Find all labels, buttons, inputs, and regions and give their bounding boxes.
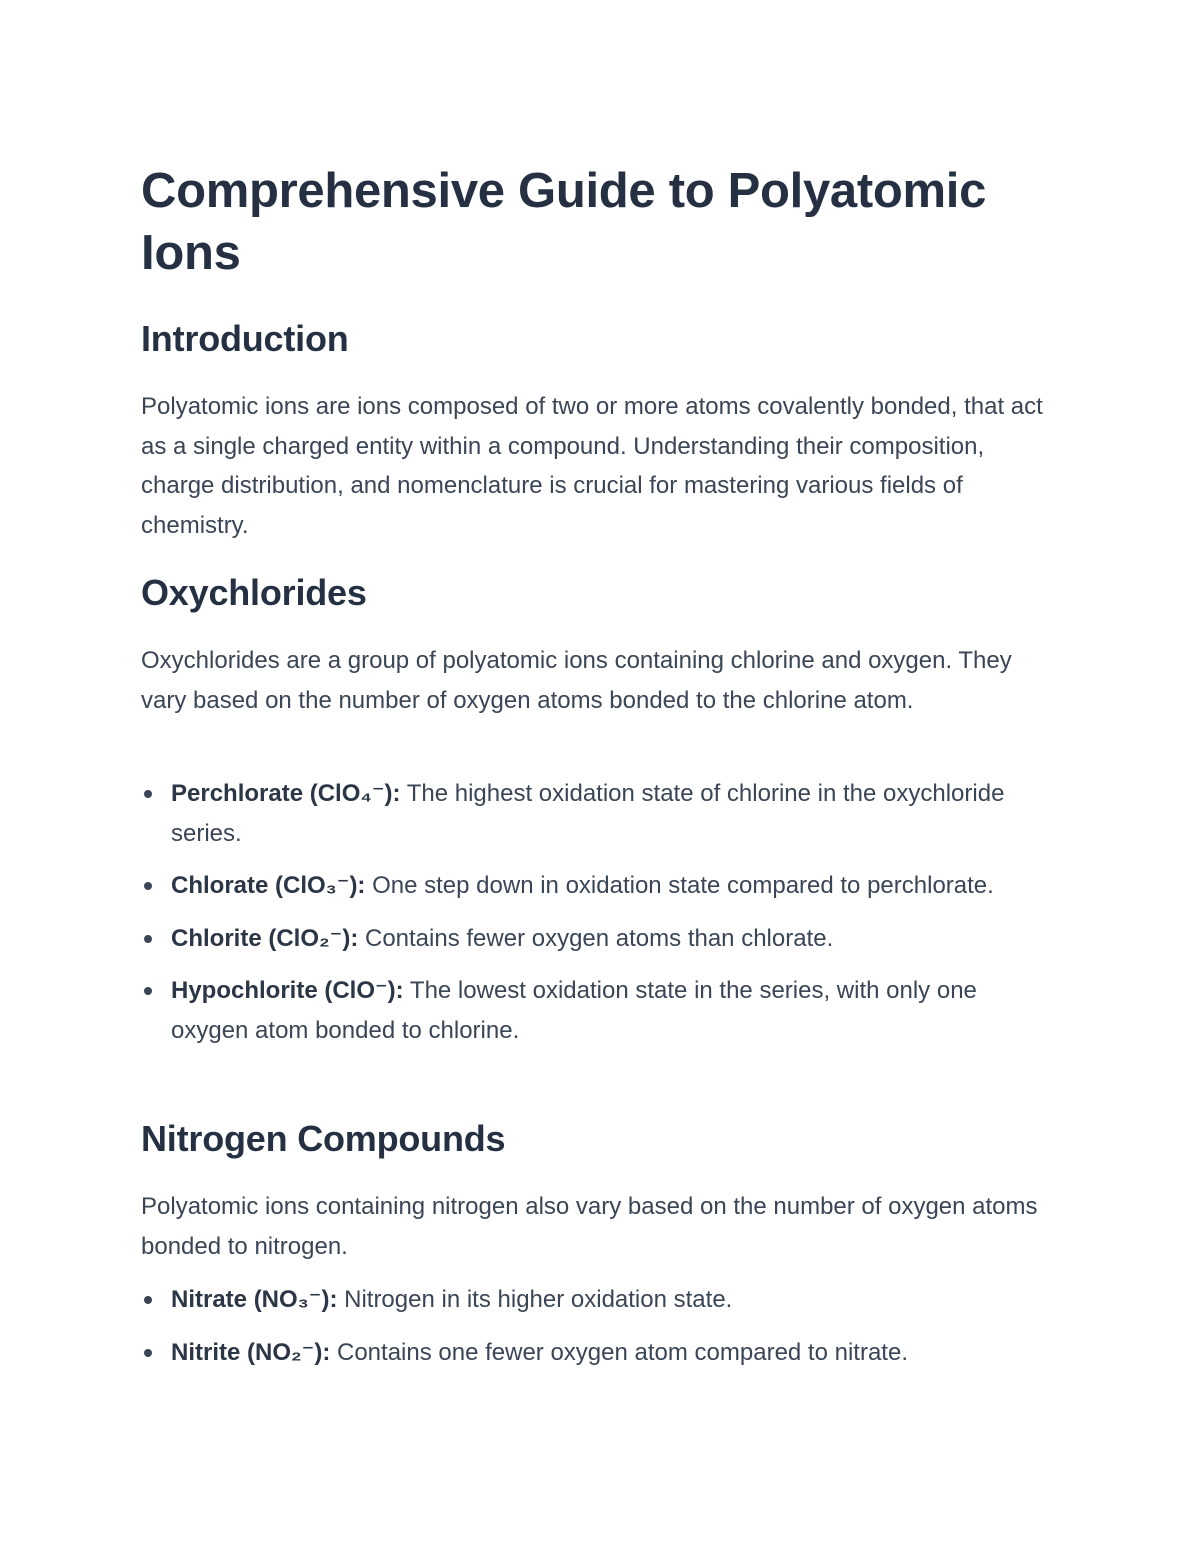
introduction-paragraph: Polyatomic ions are ions composed of two or more atoms covalently bonded, that act as a single charged entity within a compound. Understanding their composition, charge distribution, and nomenclature is crucial for mastering various fields of chemistry. — [141, 393, 1043, 539]
list-item-term: Chlorite (ClO₂⁻): — [171, 924, 359, 952]
section-heading-nitrogen: Nitrogen Compounds — [141, 1118, 506, 1159]
nitrogen-paragraph: Polyatomic ions containing nitrogen also vary based on the number of oxygen atoms bonded to nitrogen. — [141, 1193, 1038, 1260]
list-item-nitrite — [141, 1333, 1056, 1373]
list-item-term: Nitrate (NO₃⁻): — [171, 1286, 338, 1313]
list-item-nitrate — [141, 1280, 1056, 1320]
list-item-term: Perchlorate (ClO₄⁻): — [171, 780, 401, 807]
list-item-chlorate — [141, 866, 1056, 906]
list-item-term: Nitrite (NO₂⁻): — [171, 1338, 331, 1366]
list-item-text: Nitrogen in its higher oxidation state. — [344, 1286, 733, 1313]
list-item-text: One step down in oxidation state compared to perchlorate. — [372, 872, 994, 899]
list-item-chlorite — [141, 919, 1056, 959]
list-item-term: Chlorate (ClO₃⁻): — [171, 872, 366, 899]
oxychlorides-paragraph: Oxychlorides are a group of polyatomic ions containing chlorine and oxygen. They vary based on the number of oxygen atoms bonded to the chlorine atom. — [141, 647, 1012, 714]
list-item-text: The lowest oxidation state in the series, with only one oxygen atom bonded to chlorine. — [171, 977, 977, 1044]
bullet-icon — [144, 935, 152, 943]
list-item-hypochlorite — [141, 971, 1056, 1050]
oxychlorides-list — [141, 774, 1056, 1063]
bullet-icon — [144, 1349, 152, 1357]
page-title: Comprehensive Guide to Polyatomic Ions — [141, 164, 987, 280]
list-item-term: Hypochlorite (ClO⁻): — [171, 977, 404, 1004]
section-heading-introduction: Introduction — [141, 318, 349, 359]
section-heading-oxychlorides: Oxychlorides — [141, 572, 367, 613]
nitrogen-list — [141, 1280, 1056, 1385]
bullet-icon — [144, 1296, 152, 1304]
list-item-text: Contains fewer oxygen atoms than chlorate. — [364, 924, 834, 952]
list-item-perchlorate — [141, 774, 1056, 853]
list-item-text: The highest oxidation state of chlorine in the oxychloride series. — [171, 780, 1005, 847]
list-item-text: Contains one fewer oxygen atom compared to nitrate. — [337, 1338, 908, 1366]
bullet-icon — [144, 790, 152, 798]
bullet-icon — [144, 987, 152, 995]
bullet-icon — [144, 882, 152, 890]
